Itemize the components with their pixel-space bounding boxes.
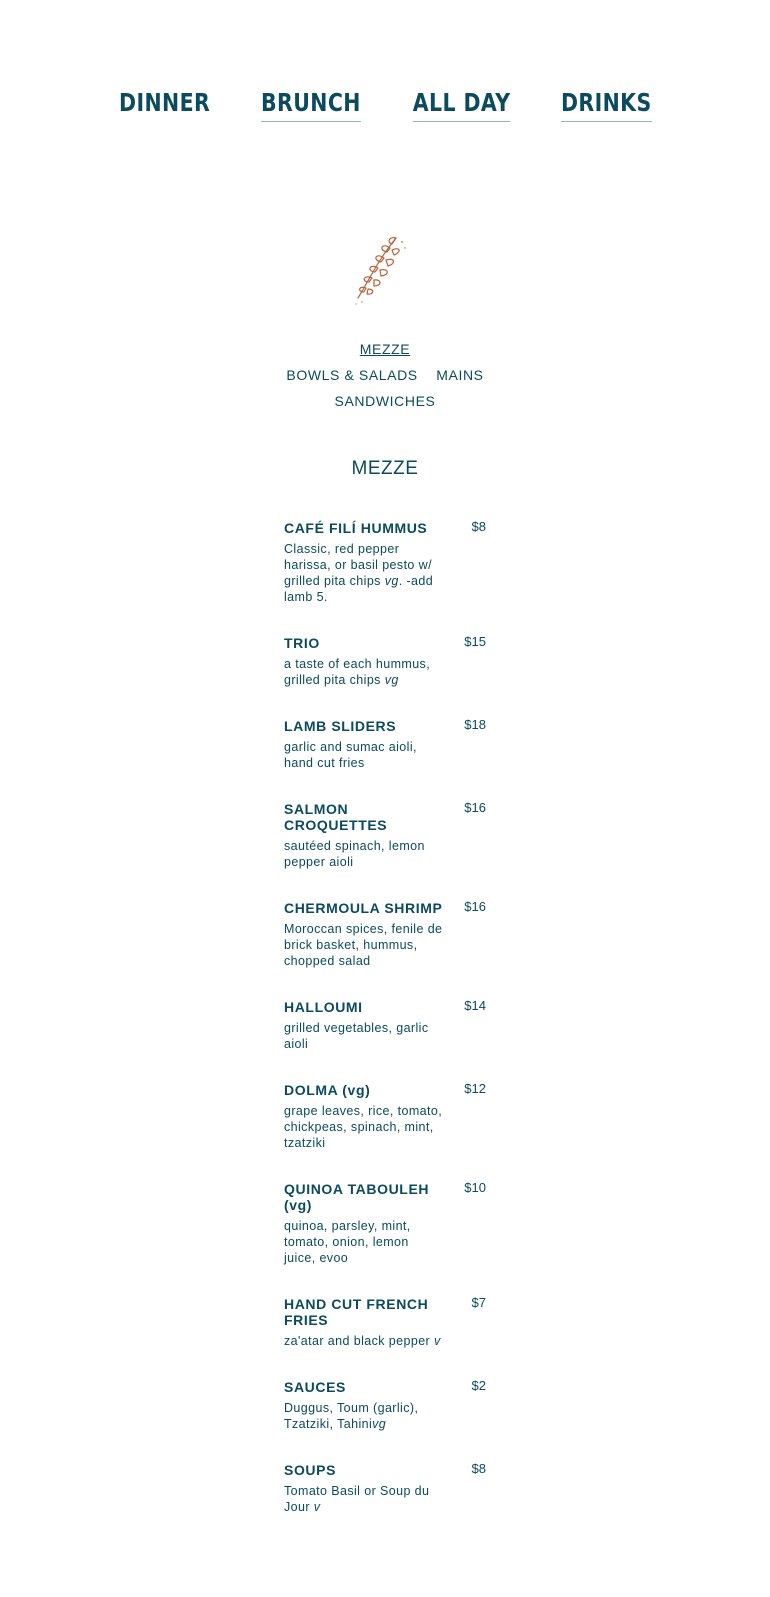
item-name: QUINOA TABOULEH (vg) [284,1181,430,1213]
item-description: Tomato Basil or Soup du Jour v [284,1484,430,1514]
item-price: $14 [464,998,486,1013]
item-price: $8 [471,519,486,534]
menu-item [284,801,486,870]
item-description: Moroccan spices, fenile de brick basket, hummus, chopped salad [284,922,443,968]
category-mains-link[interactable]: MAINS [436,367,484,383]
category-mezze-link[interactable]: MEZZE [359,341,411,357]
nav-brunch-link[interactable]: BRUNCH [261,88,361,122]
item-price: $16 [464,899,486,914]
item-name: HALLOUMI [284,999,363,1015]
item-name: SAUCES [284,1379,346,1395]
item-price: $2 [471,1378,486,1393]
section-title: MEZZE [351,458,419,479]
dietary-tag: vg [384,574,399,588]
menu-item [284,900,486,969]
item-price: $8 [471,1461,486,1476]
item-description: a taste of each hummus, grilled pita chips vg [284,657,431,687]
category-bowls-salads-link[interactable]: BOWLS & SALADS [286,367,418,383]
category-sandwiches-link[interactable]: SANDWICHES [334,393,436,409]
item-name: LAMB SLIDERS [284,718,397,734]
item-description: sautéed spinach, lemon pepper aioli [284,839,425,869]
item-name: CAFÉ FILÍ HUMMUS [284,520,428,536]
item-description: grilled vegetables, garlic aioli [284,1021,429,1051]
menu-item [284,1296,486,1349]
menu-item [284,718,486,771]
item-name: DOLMA (vg) [284,1082,371,1098]
item-price: $16 [464,800,486,815]
item-description: grape leaves, rice, tomato, chickpeas, spinach, mint, tzatziki [284,1104,443,1150]
item-price: $12 [464,1081,486,1096]
menu-item-list [284,520,486,1545]
item-name: HAND CUT FRENCH FRIES [284,1296,429,1328]
item-description: Duggus, Toum (garlic), Tzatziki, Tahinivg [284,1401,419,1431]
menu-item [284,1082,486,1151]
item-price: $15 [464,634,486,649]
item-description: Classic, red pepper harissa, or basil pesto w/ grilled pita chips vg. -add lamb 5. [284,542,434,604]
item-price: $10 [464,1180,486,1195]
category-nav [0,340,770,418]
item-name: SALMON CROQUETTES [284,801,388,833]
item-price: $7 [471,1295,486,1310]
nav-dinner-link[interactable]: DINNER [118,88,210,117]
menu-item [284,635,486,688]
menu-item [284,520,486,605]
item-name: CHERMOULA SHRIMP [284,900,443,916]
item-description: za'atar and black pepper v [284,1334,441,1348]
sprig-icon [350,230,410,310]
dietary-tag: vg [372,1417,387,1431]
item-description: quinoa, parsley, mint, tomato, onion, lemon juice, evoo [284,1219,411,1265]
nav-drinks-link[interactable]: DRINKS [561,88,652,122]
menu-item [284,1379,486,1432]
menu-item [284,1181,486,1266]
dietary-tag: vg [384,673,399,687]
item-name: SOUPS [284,1462,337,1478]
menu-item [284,999,486,1052]
nav-all-day-link[interactable]: ALL DAY [412,88,510,122]
dietary-tag: v [433,1334,441,1348]
item-description: garlic and sumac aioli, hand cut fries [284,740,417,770]
dietary-tag: v [313,1500,321,1514]
main-menu-nav [0,88,770,122]
item-price: $18 [464,717,486,732]
menu-item [284,1462,486,1515]
item-name: TRIO [284,635,320,651]
